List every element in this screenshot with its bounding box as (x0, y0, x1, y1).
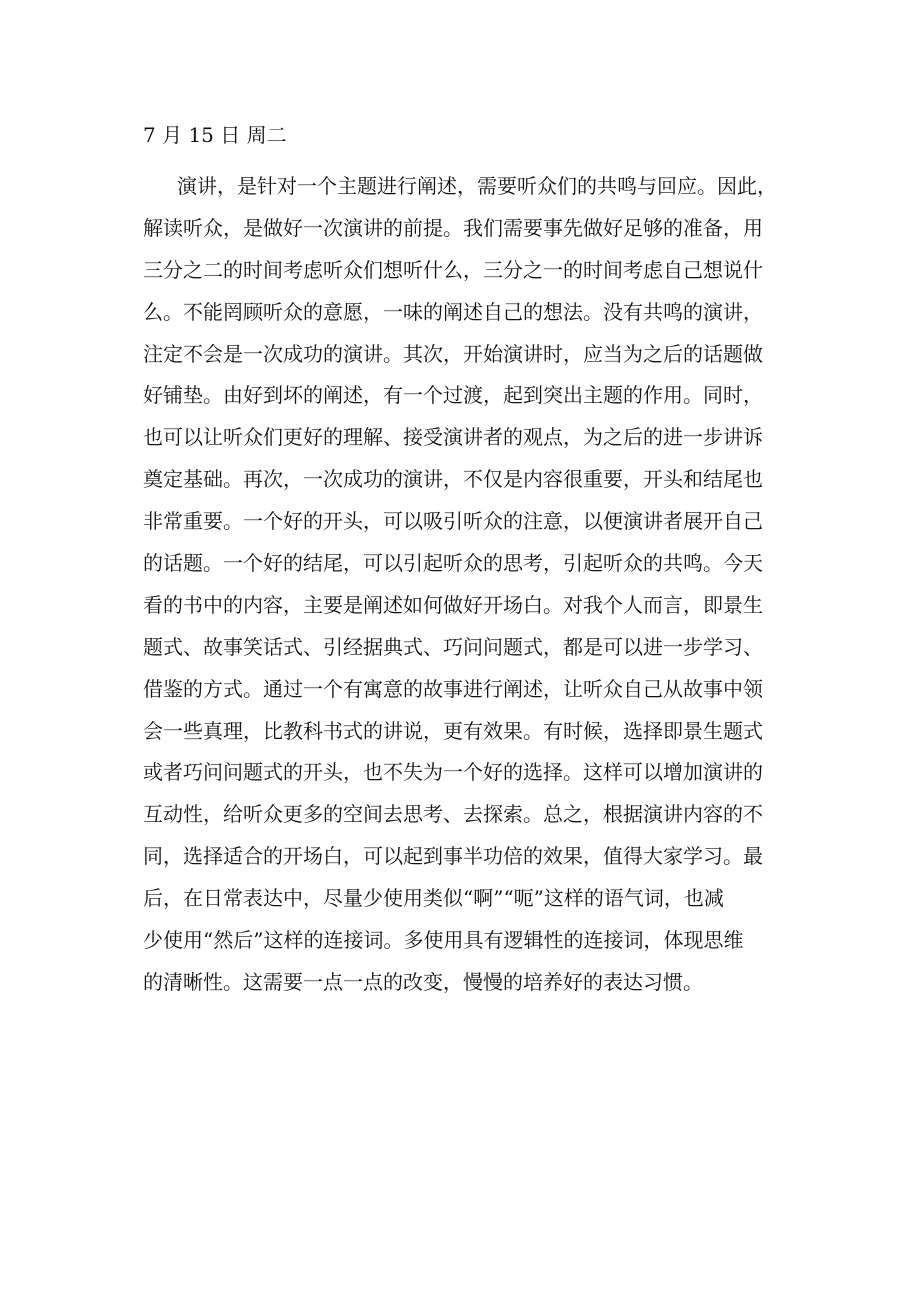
text-line: 也可以让听众们更好的理解、接受演讲者的观点，为之后的进一步讲诉 (143, 425, 763, 450)
text-line: 么。不能罔顾听众的意愿，一味的阐述自己的想法。没有共鸣的演讲， (143, 299, 763, 324)
text-line: 奠定基础。再次，一次成功的演讲，不仅是内容很重要，开头和结尾也 (143, 467, 763, 492)
text-line: 看的书中的内容，主要是阐述如何做好开场白。对我个人而言，即景生 (143, 592, 763, 617)
text-line: 后，在日常表达中，尽量少使用类似“啊”“呃”这样的语气词，也减 (143, 886, 724, 911)
text-line: 题式、故事笑话式、引经据典式、巧问问题式，都是可以进一步学习、 (143, 634, 763, 659)
text-line: 的话题。一个好的结尾，可以引起听众的思考，引起听众的共鸣。今天 (143, 551, 763, 576)
text-line: 借鉴的方式。通过一个有寓意的故事进行阐述，让听众自己从故事中领 (143, 676, 763, 701)
body-paragraph (143, 166, 783, 1004)
text-line: 同，选择适合的开场白，可以起到事半功倍的效果，值得大家学习。最 (143, 844, 763, 869)
text-line: 演讲，是针对一个主题进行阐述，需要听众们的共鸣与回应。因此， (177, 174, 777, 198)
text-line: 少使用“然后”这样的连接词。多使用具有逻辑性的连接词，体现思维 (143, 928, 744, 953)
text-line: 互动性，给听众更多的空间去思考、去探索。总之，根据演讲内容的不 (143, 802, 763, 827)
text-line: 非常重要。一个好的开头，可以吸引听众的注意，以便演讲者展开自己 (143, 509, 763, 534)
text-line: 三分之二的时间考虑听众们想听什么，三分之一的时间考虑自己想说什 (143, 257, 763, 282)
text-line: 会一些真理，比教科书式的讲说，更有效果。有时候，选择即景生题式 (143, 718, 763, 743)
text-line: 解读听众，是做好一次演讲的前提。我们需要事先做好足够的准备，用 (143, 215, 763, 240)
text-line: 注定不会是一次成功的演讲。其次，开始演讲时，应当为之后的话题做 (143, 341, 763, 366)
date-heading: 7 月 15 日 周二 (143, 123, 287, 147)
text-line: 的清晰性。这需要一点一点的改变，慢慢的培养好的表达习惯。 (143, 969, 703, 994)
text-line: 或者巧问问题式的开头，也不失为一个好的选择。这样可以增加演讲的 (143, 760, 763, 785)
text-line: 好铺垫。由好到坏的阐述，有一个过渡，起到突出主题的作用。同时， (143, 383, 763, 408)
